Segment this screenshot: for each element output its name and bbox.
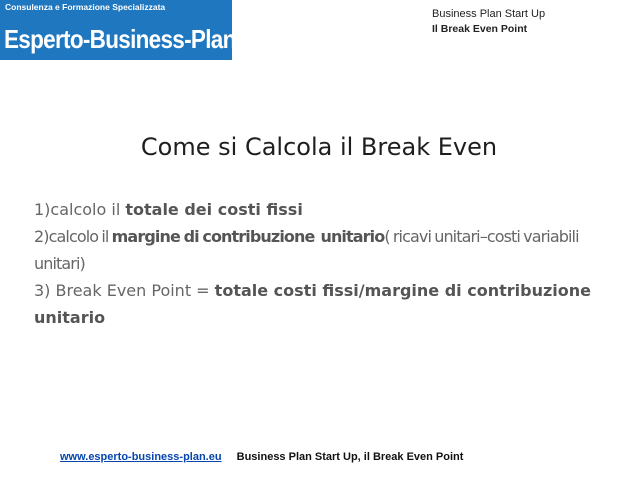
logo-tagline: Consulenza e Formazione Specializzata	[5, 2, 166, 12]
step-1	[34, 196, 614, 223]
header-subtitle: Il Break Even Point	[432, 23, 528, 35]
header-title: Business Plan Start Up	[432, 8, 546, 20]
step-2-bold-margine: margine di contribuzione	[111, 227, 315, 246]
step-3	[34, 277, 614, 331]
header-info	[432, 7, 545, 37]
slide-content	[34, 196, 614, 331]
step-1-prefix: 1)calcolo il	[34, 200, 126, 219]
slide-title: Come si Calcola il Break Even	[140, 133, 498, 161]
step-2	[34, 223, 614, 277]
step-3-prefix: 3) Break Even Point =	[34, 281, 215, 300]
step-3-bold: totale costi fissi/margine di contribuzione unitario	[34, 281, 591, 327]
logo	[0, 0, 267, 60]
step-1-bold: totale dei costi fissi	[125, 200, 303, 219]
footer-text: Business Plan Start Up, il Break Even Point	[236, 451, 464, 463]
step-2-prefix: 2)calcolo il	[34, 227, 112, 246]
footer	[60, 451, 463, 463]
step-2-suffix: ( ricavi unitari–costi variabili unitari)	[34, 227, 579, 273]
footer-link[interactable]: www.esperto-business-plan.eu	[60, 451, 222, 463]
logo-brand: Esperto-Business-Plan.eu	[4, 25, 267, 54]
step-2-bold-unitario: unitario	[320, 227, 385, 246]
